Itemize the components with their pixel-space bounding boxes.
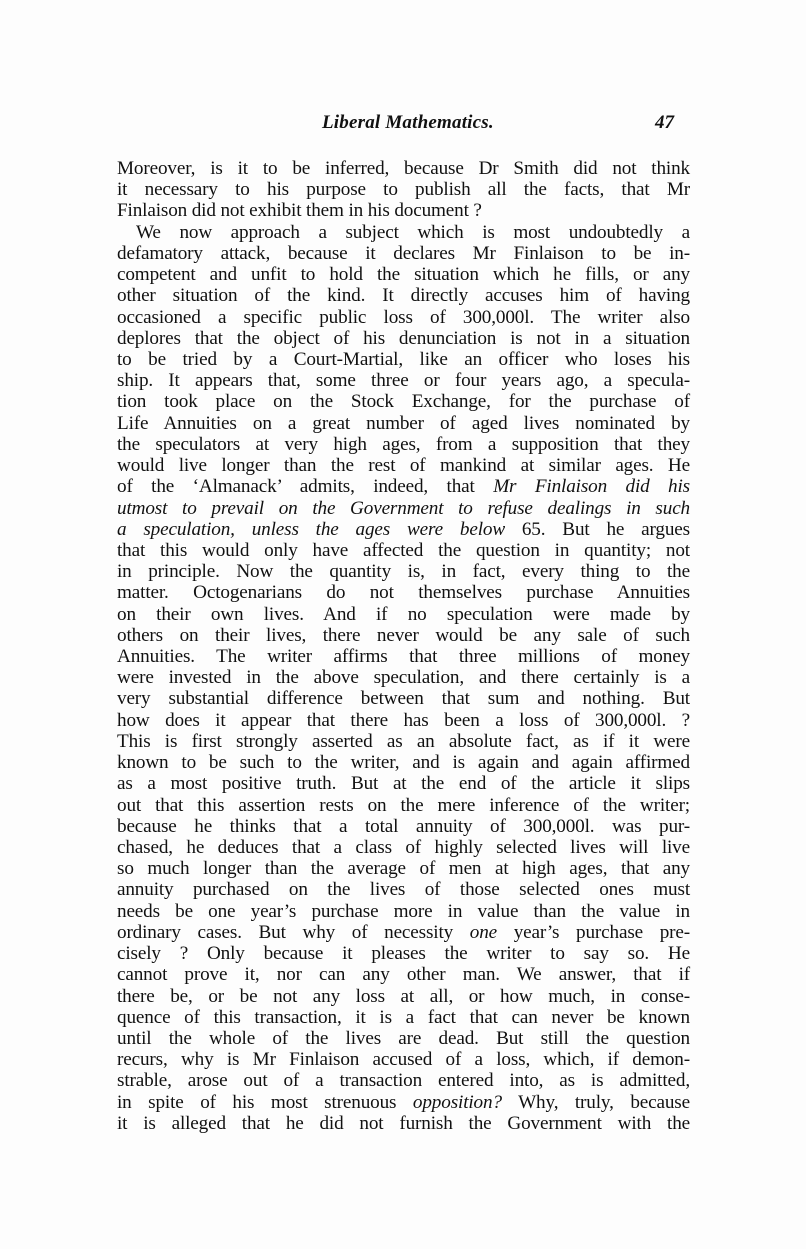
text-line: occasioned a specific public loss of 300,000l. The writer also (117, 306, 690, 328)
text-line: a speculation, unless the ages were below 65. But he argues (117, 518, 690, 540)
text-line: competent and unfit to hold the situation which he fills, or any (117, 264, 690, 286)
text-line: quence of this transaction, it is a fact that can never be known (117, 1006, 690, 1028)
text-line: were invested in the above speculation, and there certainly is a (117, 667, 690, 689)
text-line: so much longer than the average of men at high ages, that any (117, 858, 690, 880)
text-line: recurs, why is Mr Finlaison accused of a loss, which, if demon- (117, 1049, 690, 1071)
text-line: cannot prove it, nor can any other man. We answer, that if (117, 964, 690, 986)
text-line: others on their lives, there never would be any sale of such (117, 624, 690, 646)
text-line: in principle. Now the quantity is, in fact, every thing to the (117, 561, 690, 583)
text-line: tion took place on the Stock Exchange, for the purchase of (117, 391, 690, 413)
italic-emphasis: Mr Finlaison did his (493, 476, 690, 498)
text-line: because he thinks that a total annuity of 300,000l. was pur- (117, 815, 690, 837)
text-line: ship. It appears that, some three or four years ago, a specula- (117, 370, 690, 392)
page-number: 47 (655, 112, 674, 133)
text-line: Life Annuities on a great number of aged lives nominated by (117, 412, 690, 434)
text-line: matter. Octogenarians do not themselves purchase Annuities (117, 582, 690, 604)
text-line: annuity purchased on the lives of those selected ones must (117, 879, 690, 901)
text-line: Moreover, is it to be inferred, because Dr Smith did not think (117, 158, 690, 179)
running-head (117, 112, 690, 138)
text-line: in spite of his most strenuous opposition? Why, truly, because (117, 1091, 690, 1113)
text-line: cisely ? Only because it pleases the writer to say so. He (117, 943, 690, 965)
text-line: other situation of the kind. It directly accuses him of having (117, 285, 690, 307)
text-line: it necessary to his purpose to publish all the facts, that Mr (117, 179, 690, 201)
text-line: how does it appear that there has been a loss of 300,000l. ? (117, 709, 690, 731)
text-line (117, 498, 690, 519)
text-line: ordinary cases. But why of necessity one year’s purchase pre- (117, 921, 690, 943)
body-text (117, 158, 690, 1134)
text-line: known to be such to the writer, and is again and again affirmed (117, 752, 690, 774)
text-line: to be tried by a Court-Martial, like an officer who loses his (117, 348, 690, 370)
italic-emphasis: a speculation, unless the ages were below (117, 518, 505, 540)
text-line: strable, arose out of a transaction entered into, as is admitted, (117, 1070, 690, 1092)
text-line: as a most positive truth. But at the end of the article it slips (117, 773, 690, 795)
book-page (117, 0, 690, 1249)
text-line: chased, he deduces that a class of highly selected lives will live (117, 837, 690, 858)
text-line: there be, or be not any loss at all, or how much, in conse- (117, 985, 690, 1007)
text-line: until the whole of the lives are dead. But still the question (117, 1027, 690, 1049)
text-line: of the ‘Almanack’ admits, indeed, that Mr Finlaison did his (117, 476, 690, 498)
text-line: would live longer than the rest of mankind at similar ages. He (117, 455, 690, 477)
text-line: deplores that the object of his denunciation is not in a situation (117, 327, 690, 349)
text-line: it is alleged that he did not furnish the Government with the (117, 1112, 690, 1134)
italic-emphasis: opposition? (412, 1091, 502, 1113)
text-line: the speculators at very high ages, from a supposition that they (117, 433, 690, 455)
text-line: out that this assertion rests on the mere inference of the writer; (117, 794, 690, 816)
text-line: defamatory attack, because it declares Mr Finlaison to be in- (117, 242, 690, 264)
text-line: that this would only have affected the question in quantity; not (117, 539, 690, 561)
italic-emphasis: one (469, 921, 498, 943)
text-line: Finlaison did not exhibit them in his document ? (117, 200, 482, 222)
text-line: needs be one year’s purchase more in value than the value in (117, 900, 690, 922)
text-line: on their own lives. And if no speculation were made by (117, 603, 690, 625)
running-title: Liberal Mathematics. (322, 112, 494, 133)
text-line: very substantial difference between that sum and nothing. But (117, 688, 690, 710)
text-line: We now approach a subject which is most undoubtedly a (136, 221, 690, 243)
text-line: Annuities. The writer affirms that three millions of money (117, 646, 690, 668)
italic-emphasis: utmost to prevail on the Government to refuse dealings in such (117, 497, 690, 519)
text-line: This is first strongly asserted as an absolute fact, as if it were (117, 730, 690, 752)
